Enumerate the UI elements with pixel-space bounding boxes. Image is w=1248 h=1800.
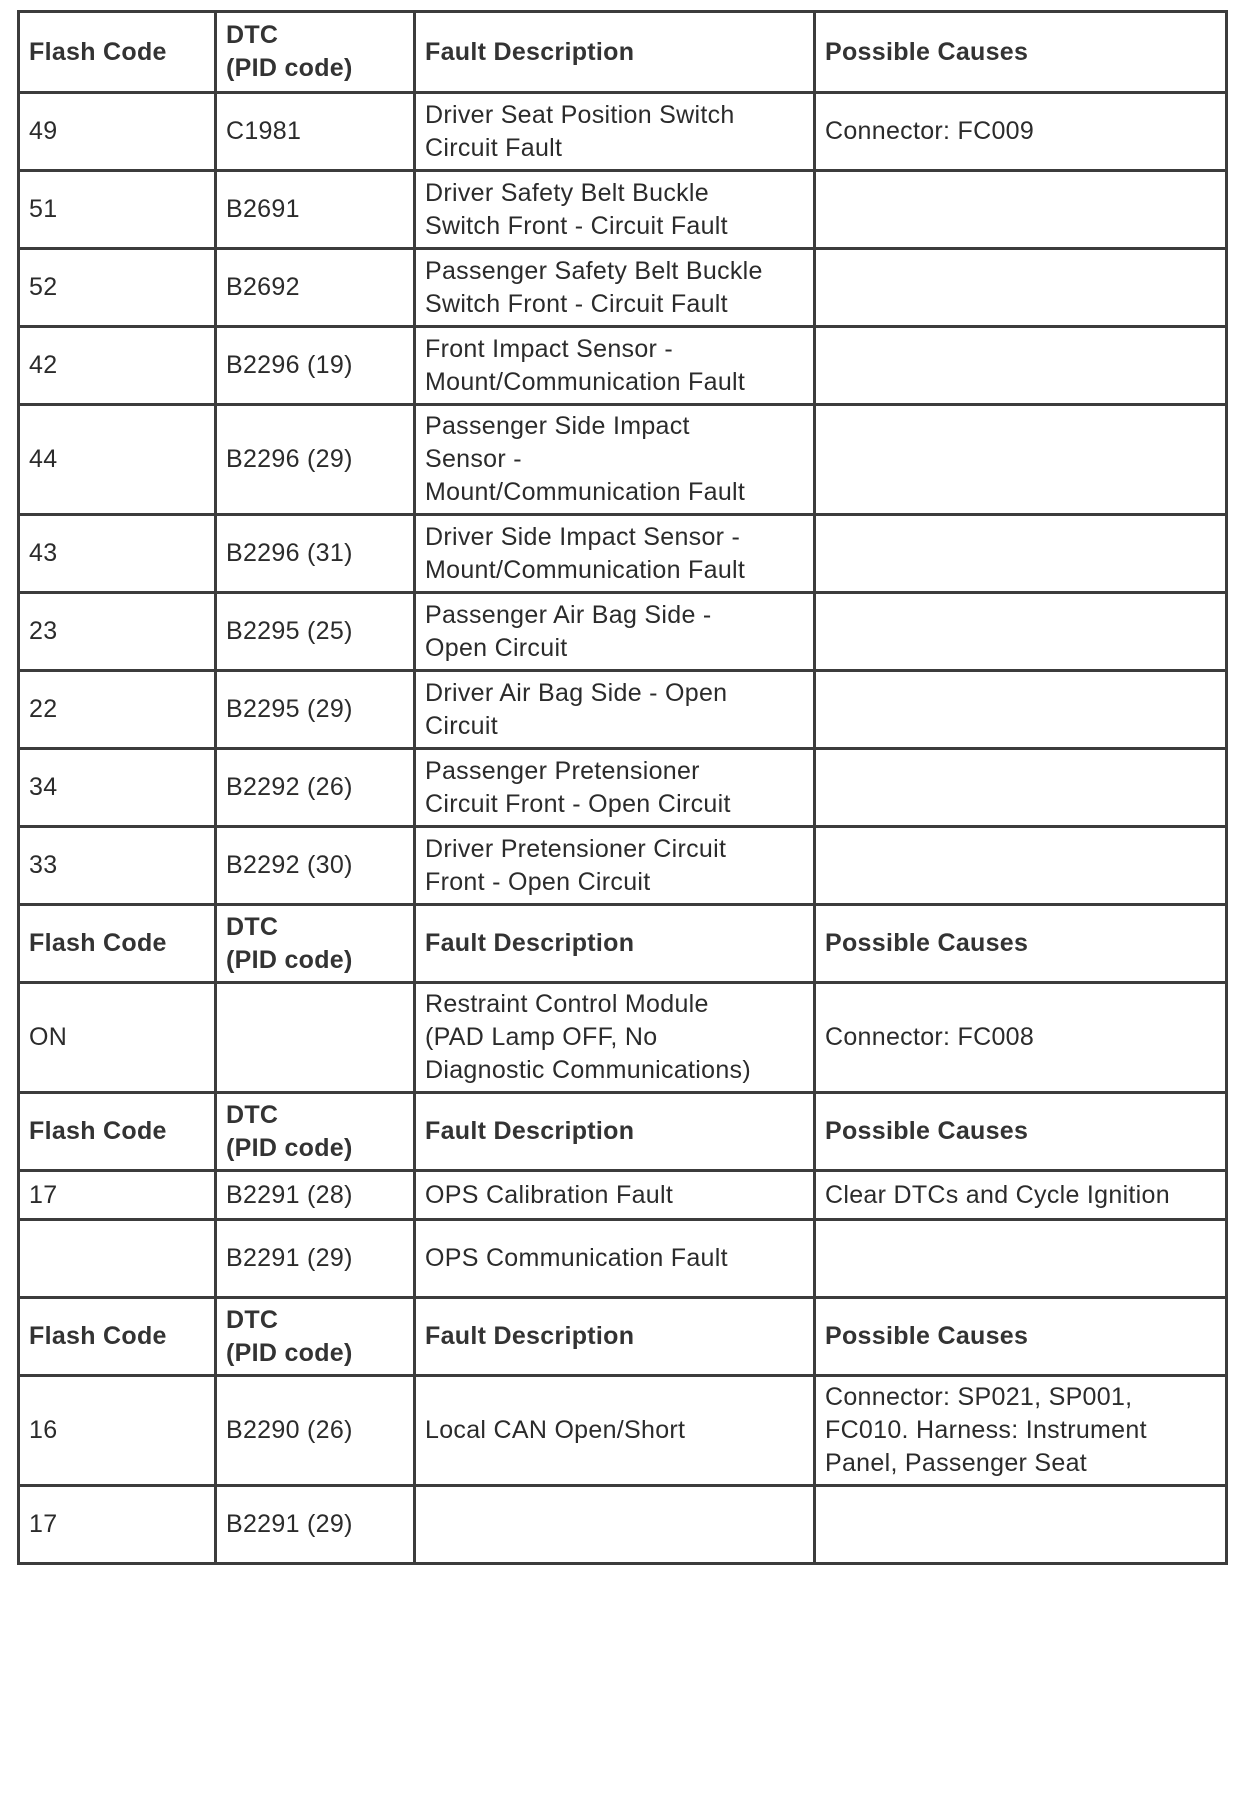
fault-description-cell: Passenger Side Impact Sensor - Mount/Communication Fault [415,405,815,515]
possible-causes-cell: Connector: SP021, SP001, FC010. Harness: Instrument Panel, Passenger Seat [815,1376,1227,1486]
dtc-cell: B2290 (26) [216,1376,415,1486]
dtc-cell: B2291 (29) [216,1220,415,1298]
flash-code-cell: 34 [19,749,216,827]
dtc-cell: B2295 (29) [216,671,415,749]
table-header-row [19,905,1227,983]
fault-description-cell: Driver Seat Position Switch Circuit Fault [415,93,815,171]
possible-causes-cell [815,593,1227,671]
fault-description-cell: OPS Communication Fault [415,1220,815,1298]
possible-causes-cell: Connector: FC008 [815,983,1227,1093]
table-header-row [19,1298,1227,1376]
fault-description-cell: Driver Side Impact Sensor - Mount/Communication Fault [415,515,815,593]
dtc-cell: B2291 (28) [216,1171,415,1220]
possible-causes-cell [815,249,1227,327]
table-row [19,1486,1227,1564]
dtc-cell: B2691 [216,171,415,249]
flash-code-cell: 16 [19,1376,216,1486]
fault-description-cell: Driver Air Bag Side - Open Circuit [415,671,815,749]
table-row [19,983,1227,1093]
dtc-cell: B2292 (30) [216,827,415,905]
dtc-cell [216,983,415,1093]
header-dtc-cell: DTC (PID code) [216,1093,415,1171]
fault-description-cell: Restraint Control Module (PAD Lamp OFF, No Diagnostic Communications) [415,983,815,1093]
fault-description-cell [415,1486,815,1564]
fault-description-cell: OPS Calibration Fault [415,1171,815,1220]
flash-code-cell: 42 [19,327,216,405]
flash-code-cell: 17 [19,1486,216,1564]
header-possible-causes-cell: Possible Causes [815,12,1227,93]
possible-causes-cell [815,671,1227,749]
header-possible-causes-cell: Possible Causes [815,1093,1227,1171]
flash-code-cell: 43 [19,515,216,593]
flash-code-cell: 52 [19,249,216,327]
dtc-cell: B2295 (25) [216,593,415,671]
possible-causes-cell [815,405,1227,515]
possible-causes-cell [815,1220,1227,1298]
possible-causes-cell: Connector: FC009 [815,93,1227,171]
fault-description-cell: Passenger Air Bag Side - Open Circuit [415,593,815,671]
table-row [19,249,1227,327]
flash-code-cell: ON [19,983,216,1093]
possible-causes-cell [815,1486,1227,1564]
document-page [17,10,1225,1565]
table-row [19,1376,1227,1486]
header-dtc-cell: DTC (PID code) [216,905,415,983]
flash-code-cell: 23 [19,593,216,671]
header-flash-code-cell: Flash Code [19,12,216,93]
dtc-cell: B2291 (29) [216,1486,415,1564]
header-dtc-cell: DTC (PID code) [216,1298,415,1376]
dtc-cell: B2296 (31) [216,515,415,593]
header-fault-description-cell: Fault Description [415,1298,815,1376]
possible-causes-cell [815,827,1227,905]
table-row [19,827,1227,905]
flash-code-cell: 17 [19,1171,216,1220]
header-dtc-cell: DTC (PID code) [216,12,415,93]
fault-description-cell: Driver Pretensioner Circuit Front - Open Circuit [415,827,815,905]
table-row [19,671,1227,749]
table-row [19,327,1227,405]
header-fault-description-cell: Fault Description [415,905,815,983]
header-possible-causes-cell: Possible Causes [815,905,1227,983]
fault-description-cell: Driver Safety Belt Buckle Switch Front - Circuit Fault [415,171,815,249]
header-fault-description-cell: Fault Description [415,12,815,93]
table-row [19,593,1227,671]
table-row [19,1220,1227,1298]
dtc-cell: C1981 [216,93,415,171]
possible-causes-cell [815,171,1227,249]
possible-causes-cell [815,749,1227,827]
dtc-cell: B2692 [216,249,415,327]
flash-code-cell: 51 [19,171,216,249]
table-header-row [19,12,1227,93]
flash-code-cell: 22 [19,671,216,749]
table-row [19,171,1227,249]
table-row [19,1171,1227,1220]
header-fault-description-cell: Fault Description [415,1093,815,1171]
table-row [19,93,1227,171]
flash-code-cell: 44 [19,405,216,515]
flash-code-cell: 33 [19,827,216,905]
table-header-row [19,1093,1227,1171]
dtc-cell: B2296 (29) [216,405,415,515]
possible-causes-cell [815,327,1227,405]
flash-code-cell [19,1220,216,1298]
fault-code-table [17,10,1228,1565]
dtc-cell: B2292 (26) [216,749,415,827]
header-flash-code-cell: Flash Code [19,1298,216,1376]
dtc-cell: B2296 (19) [216,327,415,405]
flash-code-cell: 49 [19,93,216,171]
fault-description-cell: Passenger Safety Belt Buckle Switch Front - Circuit Fault [415,249,815,327]
fault-description-cell: Passenger Pretensioner Circuit Front - Open Circuit [415,749,815,827]
header-flash-code-cell: Flash Code [19,905,216,983]
fault-table-body [19,12,1227,1564]
header-flash-code-cell: Flash Code [19,1093,216,1171]
possible-causes-cell: Clear DTCs and Cycle Ignition [815,1171,1227,1220]
header-possible-causes-cell: Possible Causes [815,1298,1227,1376]
possible-causes-cell [815,515,1227,593]
table-row [19,749,1227,827]
fault-description-cell: Front Impact Sensor - Mount/Communication Fault [415,327,815,405]
table-row [19,515,1227,593]
fault-description-cell: Local CAN Open/Short [415,1376,815,1486]
table-row [19,405,1227,515]
